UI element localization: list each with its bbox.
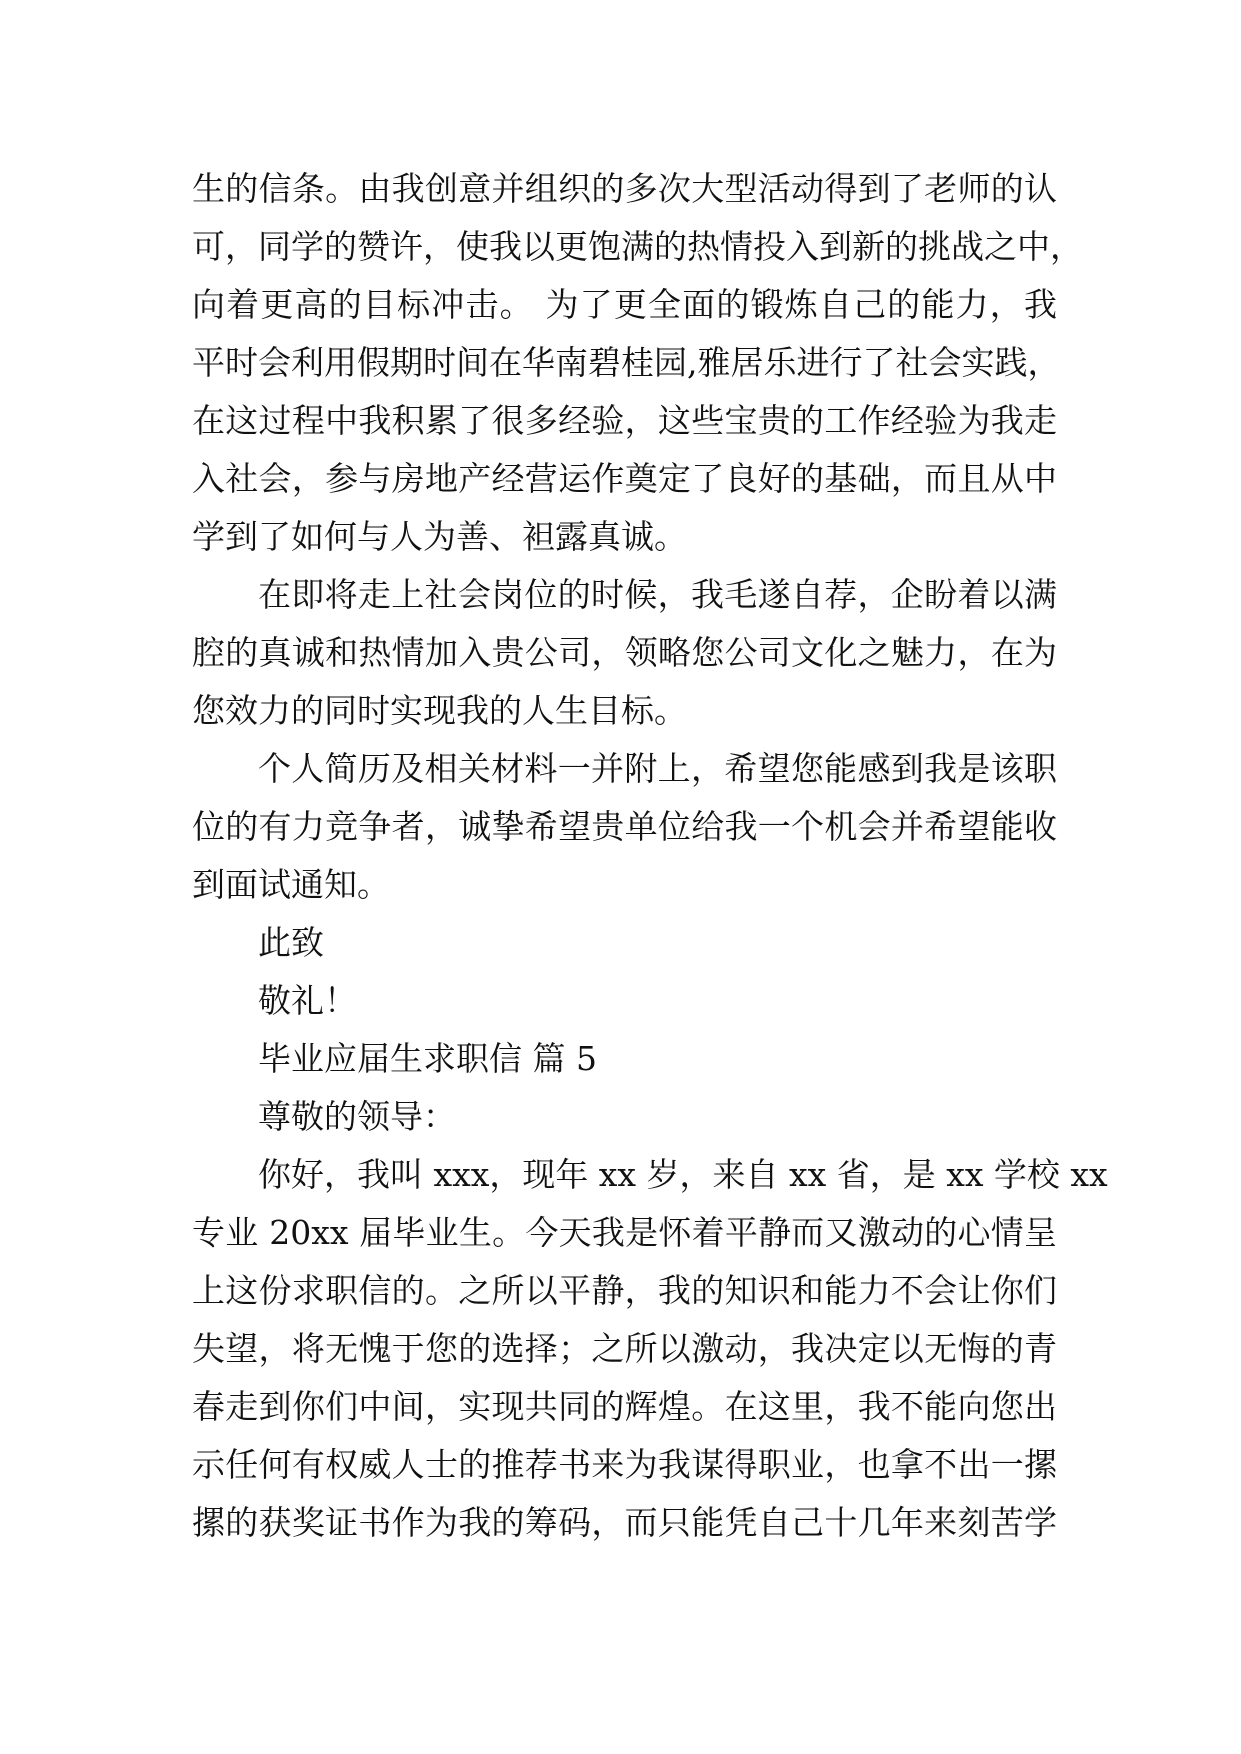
- text-line: 向着更高的目标冲击。 为了更全面的锻炼自己的能力，我: [192, 285, 1057, 324]
- paragraph-first-line: 在即将走上社会岗位的时候，我毛遂自荐，企盼着以满: [258, 575, 1057, 614]
- text-line: 您效力的同时实现我的人生目标。: [192, 691, 687, 730]
- section-heading: 毕业应届生求职信 篇 5: [258, 1039, 597, 1078]
- text-line: 腔的真诚和热情加入贵公司，领略您公司文化之魅力，在为: [192, 633, 1057, 672]
- text-line: 失望，将无愧于您的选择；之所以激动，我决定以无悔的青: [192, 1329, 1057, 1368]
- text-line: 摞的获奖证书作为我的筹码，而只能凭自己十几年来刻苦学: [192, 1503, 1057, 1542]
- closing-regards: 敬礼！: [258, 981, 357, 1020]
- text-line: 生的信条。由我创意并组织的多次大型活动得到了老师的认: [192, 169, 1057, 208]
- text-line: 平时会利用假期时间在华南碧桂园,雅居乐进行了社会实践，: [192, 343, 1061, 382]
- text-line: 专业 20xx 届毕业生。今天我是怀着平静而又激动的心情呈: [192, 1213, 1057, 1252]
- text-line: 可，同学的赞许，使我以更饱满的热情投入到新的挑战之中，: [192, 227, 1083, 266]
- text-line: 到面试通知。: [192, 865, 390, 904]
- text-line: 上这份求职信的。之所以平静，我的知识和能力不会让你们: [192, 1271, 1057, 1310]
- text-line: 春走到你们中间，实现共同的辉煌。在这里，我不能向您出: [192, 1387, 1057, 1426]
- greeting: 尊敬的领导：: [258, 1097, 456, 1136]
- closing-salutation: 此致: [258, 923, 324, 962]
- text-line: 入社会，参与房地产经营运作奠定了良好的基础，而且从中: [192, 459, 1057, 498]
- text-line: 示任何有权威人士的推荐书来为我谋得职业，也拿不出一摞: [192, 1445, 1057, 1484]
- text-line: 学到了如何与人为善、袒露真诚。: [192, 517, 687, 556]
- letter-body: [192, 160, 1108, 1552]
- paragraph-first-line: 你好，我叫 xxx，现年 xx 岁，来自 xx 省，是 xx 学校 xx: [258, 1155, 1108, 1194]
- paragraph-first-line: 个人简历及相关材料一并附上，希望您能感到我是该职: [258, 749, 1057, 788]
- text-line: 位的有力竞争者，诚挚希望贵单位给我一个机会并希望能收: [192, 807, 1057, 846]
- text-line: 在这过程中我积累了很多经验，这些宝贵的工作经验为我走: [192, 401, 1057, 440]
